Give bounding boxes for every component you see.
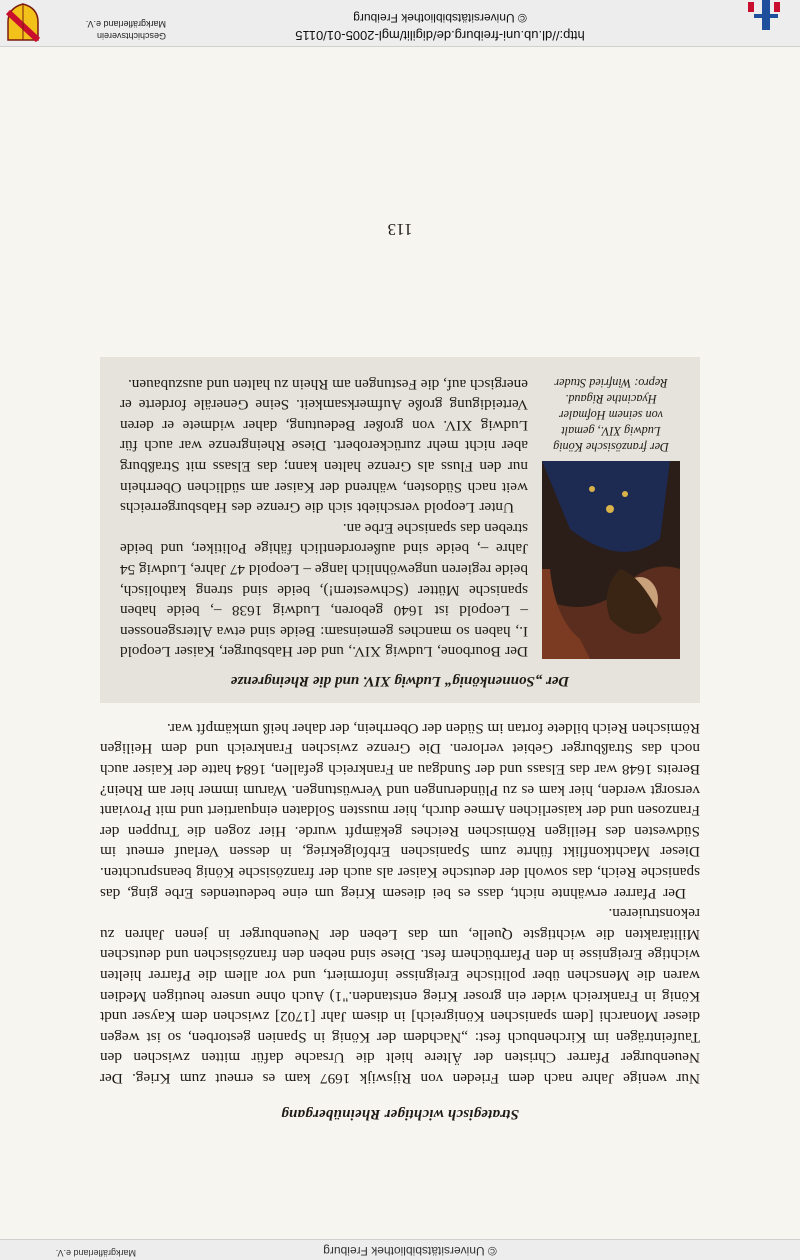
box-body <box>120 371 680 661</box>
university-library-logo <box>744 0 788 44</box>
header-strip <box>0 0 800 47</box>
caption-line: Repro: Winfried Studer <box>554 376 668 391</box>
society-name-line: Markgräflerland e.V. <box>85 19 166 29</box>
library-copyright: © Universitätsbibliothek Freiburg <box>323 1244 497 1258</box>
portrait-figure <box>542 375 680 659</box>
section-heading: Strategisch wichtiger Rheinübergang <box>281 1106 519 1122</box>
source-url[interactable]: http://dl.ub.uni-freiburg.de/digilit/mgl-2005-01/0115 <box>295 28 585 43</box>
bottom-strip <box>0 1239 800 1260</box>
library-copyright: © Universitätsbibliothek Freiburg <box>353 11 527 25</box>
page-content <box>100 357 700 1124</box>
page-number: 113 <box>387 220 413 239</box>
paragraph: Der Pfarrer erwähnte nicht, dass es bei diesem Krieg um eine bedeutendes Erbe ging, das spanische Reich, das sowohl der deutsche Kaiser als auch der französische König beanspruchten. Dieser Machtkonflikt führte zum Spanischen Erbfolgekrieg, in dessen Verlauf erneut im Südwesten des Heiligen Römischen Reiches gekämpft wurde. Hier zogen die Truppen der Franzosen und der kaiserlichen Armee durch, hier mussten Soldaten einquartiert und mit Proviant versorgt werden, hier kam es zu Plünderungen und Verwüstungen. Warum immer hier am Rhein? Bereits 1648 war das Elsass und der Sundgau an Frankreich gefallen, 1684 hatte der Kaiser auch noch das Straßburger Gebiet verloren. Die Grenze zwischen Frankreich und dem Heiligen Römischen Reich bildete fortan im Süden der Oberrhein, der daher heiß umkämpft war. <box>100 719 700 902</box>
sidebar-box <box>100 357 700 703</box>
coat-of-arms-logo <box>6 2 40 42</box>
source-block <box>290 2 590 44</box>
caption-line: Ludwig XIV., gemalt <box>561 424 661 439</box>
portrait-caption <box>542 375 680 455</box>
box-heading: Der „Sonnenkönig“ Ludwig XIV. und die Rheingrenze <box>230 673 570 690</box>
caption-line: von seinem Hofmaler <box>558 408 664 423</box>
caption-line: Hyacinthe Rigaud. <box>565 392 657 407</box>
box-paragraph: Der Bourbone, Ludwig XIV., und der Habsburger, Kaiser Leopold I., haben so manches gemeinsam: Beide sind etwa Altersgenossen – Leopold ist 1640 geboren, Ludwig 1638 –, beide haben spanische Mütter (Schwestern!), beide sind streng katholisch, beide regieren ungewöhnlich lange – Leopold 47 Jahre, Ludwig 54 Jahre –, beide sind außerordentlich fähige Politiker, und beide streben das spanische Erbe an. <box>120 519 528 661</box>
book-page <box>0 46 800 1239</box>
paragraph: Nur wenige Jahre nach dem Frieden von Rijswijk 1697 kam es erneut zum Krieg. Der Neuenburger Pfarrer Christen der Ältere hielt die Ursache dafür mitten zwischen den Taufeinträgen im Kirchenbuch fest: „Nachdem der König in Spanien gestorben, so ist wegen dieser Monarchi [dem spanischen Königreich] in disem Jahr [1702] zwischen dem Kayser undt König in Frankreich wider ein groser Krieg entstanden."1) Auch ohne unsere heutigen Medien waren die Menschen über politische Ereignisse informiert, und vor allem die Pfarrer hielten wichtige Ereignisse in den Pfarrbüchern fest. Diese sind neben den französischen und deutschen Militärakten die wichtigste Quelle, um das Leben der Neuenburger in jenen Jahren zu rekonstruieren. <box>100 905 700 1087</box>
society-name <box>46 2 166 42</box>
box-paragraph: Unter Leopold verschiebt sich die Grenze des Habsburgerreichs weit nach Südosten, während der Kaiser am südlichen Oberrhein nur den Fluss als Grenze halten kann; das Elsass mit Straßburg aber nicht mehr zurückerobert. Diese Rheingrenze war auch für Ludwig XIV. von großer Bedeutung, daher widmete er deren Verteidigung große Aufmerksamkeit. Seine Generäle forderte er energisch auf, die Festungen am Rhein zu halten und auszubauen. <box>120 375 528 517</box>
society-name: Markgräflerland e.V. <box>55 1248 136 1258</box>
portrait-painting <box>542 461 680 659</box>
caption-line: Der französische König <box>553 440 669 455</box>
society-name-line: Geschichtsverein <box>96 31 166 41</box>
